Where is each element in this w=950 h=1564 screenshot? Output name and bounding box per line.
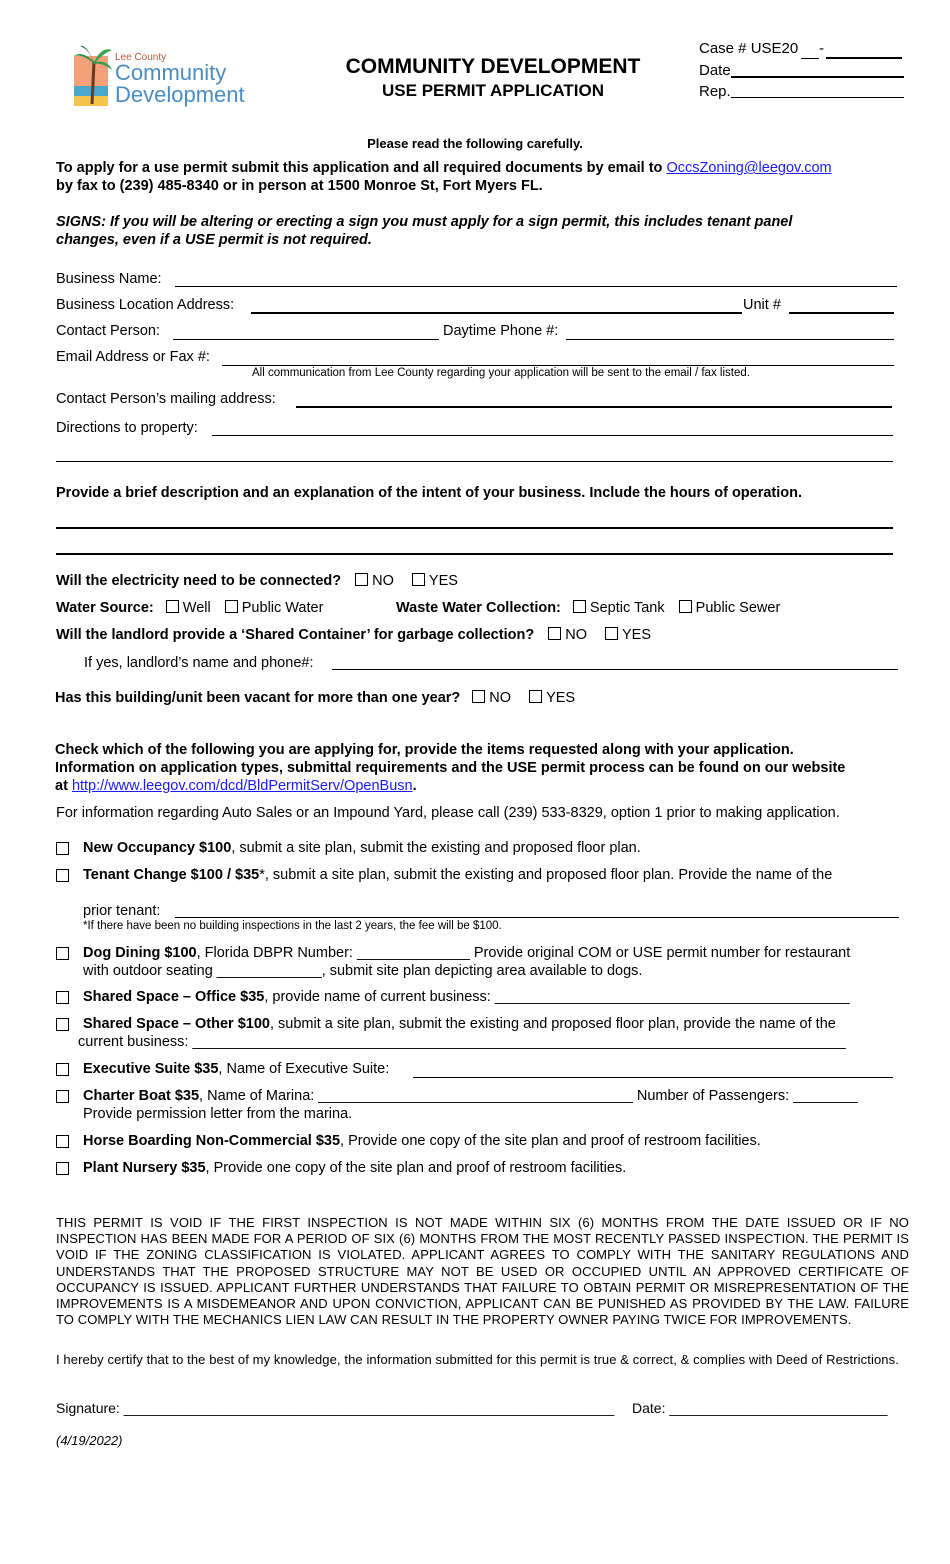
website-row bbox=[55, 778, 417, 794]
date-label: Date bbox=[699, 62, 731, 79]
signature-date-field[interactable]: Date: ____________________________ bbox=[632, 1400, 888, 1416]
electricity-yes-checkbox[interactable] bbox=[412, 573, 425, 586]
new-occupancy-title: New Occupancy $100 bbox=[83, 840, 232, 856]
electricity-row bbox=[56, 573, 458, 589]
landlord-question: Will the landlord provide a ‘Shared Container’ for garbage collection? bbox=[56, 627, 535, 643]
vacant-yes-label: YES bbox=[546, 690, 576, 706]
website-period: . bbox=[412, 778, 417, 794]
shared-office-checkbox[interactable] bbox=[56, 991, 69, 1004]
contact-person-input[interactable] bbox=[173, 339, 439, 340]
form-version: (4/19/2022) bbox=[56, 1433, 123, 1448]
check-line2: Information on application types, submittal requirements and the USE permit process can be found on our website bbox=[55, 760, 846, 776]
shared-other-option bbox=[83, 1016, 836, 1032]
certify-statement: I hereby certify that to the best of my knowledge, the information submitted for this permit is true & correct, & complies with Deed of Restrictions. bbox=[56, 1352, 899, 1367]
email-fax-label: Email Address or Fax #: bbox=[56, 349, 210, 365]
charter-boat-title: Charter Boat $35 bbox=[83, 1088, 200, 1104]
check-line1: Check which of the following you are applying for, provide the items requested along with your application. bbox=[55, 742, 794, 758]
shared-other-title: Shared Space – Other $100 bbox=[83, 1016, 270, 1032]
signs-line2: changes, even if a USE permit is not required. bbox=[56, 232, 372, 248]
exec-suite-text: , Name of Executive Suite: bbox=[218, 1061, 390, 1077]
waste-water-label: Waste Water Collection: bbox=[396, 600, 561, 616]
landlord-no-label: NO bbox=[565, 627, 587, 643]
tenant-change-title: Tenant Change $100 / $35 bbox=[83, 867, 260, 883]
prior-tenant-label: prior tenant: bbox=[83, 903, 161, 919]
palm-tree-logo-icon bbox=[72, 42, 114, 110]
plant-nursery-checkbox[interactable] bbox=[56, 1162, 69, 1175]
business-location-input[interactable] bbox=[251, 312, 742, 314]
rep-label: Rep. bbox=[699, 83, 731, 100]
signs-line1: SIGNS: If you will be altering or erecting a sign you must apply for a sign permit, this includes tenant panel bbox=[56, 214, 793, 230]
shared-other-checkbox[interactable] bbox=[56, 1018, 69, 1031]
public-sewer-checkbox[interactable] bbox=[679, 600, 692, 613]
vacant-question: Has this building/unit been vacant for more than one year? bbox=[55, 690, 461, 706]
public-water-label: Public Water bbox=[241, 600, 324, 616]
shared-other-text-2: current business: _________________________________________________________________________________ bbox=[78, 1034, 846, 1050]
water-source-label: Water Source: bbox=[56, 600, 154, 616]
charter-boat-text: , Name of Marina: _______________________________________ Number of Passengers: ________ bbox=[199, 1088, 858, 1104]
logo-small-text: Lee County bbox=[115, 52, 167, 63]
rep-line[interactable] bbox=[731, 97, 904, 98]
vacant-no-checkbox[interactable] bbox=[472, 690, 485, 703]
landlord-yes-checkbox[interactable] bbox=[605, 627, 618, 640]
plant-nursery-title: Plant Nursery $35 bbox=[83, 1160, 206, 1176]
exec-suite-input[interactable] bbox=[413, 1077, 893, 1078]
public-sewer-label: Public Sewer bbox=[695, 600, 781, 616]
case-label bbox=[699, 40, 798, 57]
apply-text bbox=[56, 160, 832, 176]
dog-dining-text: , Florida DBPR Number: ______________ Provide original COM or USE permit number for restaurant bbox=[196, 945, 851, 961]
water-row bbox=[56, 600, 323, 616]
vacant-yes-checkbox[interactable] bbox=[529, 690, 542, 703]
description-prompt: Provide a brief description and an explanation of the intent of your business. Include the hours of operation. bbox=[56, 485, 803, 501]
logo-line2: Development bbox=[115, 82, 245, 107]
case-year-line[interactable] bbox=[801, 58, 819, 59]
shared-office-title: Shared Space – Office $35 bbox=[83, 989, 265, 1005]
mailing-address-label: Contact Person’s mailing address: bbox=[56, 391, 276, 407]
charter-boat-checkbox[interactable] bbox=[56, 1090, 69, 1103]
charter-boat-option bbox=[83, 1088, 858, 1104]
landlord-info-label: If yes, landlord’s name and phone#: bbox=[84, 655, 314, 671]
page-subtitle: USE PERMIT APPLICATION bbox=[382, 81, 604, 100]
directions-input-2[interactable] bbox=[56, 461, 893, 462]
logo-line1: Community bbox=[115, 60, 227, 85]
case-prefix: Case # USE20 bbox=[699, 40, 799, 57]
electricity-no-label: NO bbox=[372, 573, 394, 589]
daytime-phone-label: Daytime Phone #: bbox=[443, 323, 559, 339]
new-occupancy-checkbox[interactable] bbox=[56, 842, 69, 855]
horse-boarding-checkbox[interactable] bbox=[56, 1135, 69, 1148]
plant-nursery-option bbox=[83, 1160, 626, 1176]
logo bbox=[72, 42, 272, 114]
website-link[interactable]: http://www.leegov.com/dcd/BldPermitServ/OpenBusn bbox=[71, 778, 413, 794]
email-note: All communication from Lee County regarding your application will be sent to the email / fax listed. bbox=[252, 367, 750, 379]
business-name-input[interactable] bbox=[175, 286, 897, 287]
apply-text-1: To apply for a use permit submit this application and all required documents by email to bbox=[56, 160, 663, 176]
horse-boarding-title: Horse Boarding Non-Commercial $35 bbox=[83, 1133, 341, 1149]
electricity-no-checkbox[interactable] bbox=[355, 573, 368, 586]
waste-row bbox=[396, 600, 780, 616]
signature-field[interactable]: Signature: _______________________________________________________________ bbox=[56, 1400, 615, 1416]
apply-text-2: by fax to (239) 485-8340 or in person at 1500 Monroe St, Fort Myers FL. bbox=[56, 178, 543, 194]
case-sep: - bbox=[819, 40, 824, 57]
daytime-phone-input[interactable] bbox=[566, 339, 894, 340]
septic-label: Septic Tank bbox=[589, 600, 665, 616]
exec-suite-title: Executive Suite $35 bbox=[83, 1061, 219, 1077]
tenant-note: *If there have been no building inspections in the last 2 years, the fee will be $100. bbox=[83, 920, 502, 932]
auto-sales-info: For information regarding Auto Sales or an Impound Yard, please call (239) 533-8329, option 1 prior to making application. bbox=[56, 805, 840, 821]
contact-person-label: Contact Person: bbox=[56, 323, 160, 339]
new-occupancy-option bbox=[83, 840, 641, 856]
landlord-info-input[interactable] bbox=[332, 669, 898, 670]
septic-checkbox[interactable] bbox=[573, 600, 586, 613]
electricity-yes-label: YES bbox=[428, 573, 458, 589]
shared-other-text: , submit a site plan, submit the existing and proposed floor plan, provide the name of the bbox=[270, 1016, 836, 1032]
business-name-label: Business Name: bbox=[56, 271, 162, 287]
at-label: at bbox=[55, 778, 68, 794]
landlord-row bbox=[56, 627, 651, 643]
void-notice: THIS PERMIT IS VOID IF THE FIRST INSPECTION IS NOT MADE WITHIN SIX (6) MONTHS FROM THE DATE ISSUED OR IF NO INSPECTION HAS BEEN MADE FOR A PERIOD OF SIX (6) MONTHS FROM THE MOST RECENTLY PASSED INSPECTION. THE PERMIT IS VOID IF THE ZONING CLASSIFICATION IS VIOLATED. APPLICANT AGREES TO COMPLY WITH THE SANITARY REGULATIONS AND UNDERSTANDS THAT THE PROPOSED STRUCTURE MAY NOT BE USED OR OCCUPIED UNTIL AN APPROVED CERTIFICATE OF OCCUPANCY IS ISSUED. APPLICANT FURTHER UNDERSTANDS THAT FAILURE TO OBTAIN PERMIT OR MISREPRESENTATION OF THE IMPROVEMENTS IS A MISDEMEANOR AND UPON CONVICTION, APPLICANT CAN BE PUNISHED AS PROVIDED BY THE LAW. FAILURE TO COMPLY WITH THE MECHANICS LIEN LAW CAN RESULT IN THE PROPERTY OWNER PAYING TWICE FOR IMPROVEMENTS. bbox=[56, 1215, 909, 1328]
horse-boarding-option bbox=[83, 1133, 761, 1149]
page-title: COMMUNITY DEVELOPMENT bbox=[345, 55, 641, 78]
date-line[interactable] bbox=[731, 76, 904, 78]
charter-boat-text-2: Provide permission letter from the marina. bbox=[83, 1106, 353, 1122]
electricity-question: Will the electricity need to be connected? bbox=[56, 573, 342, 589]
tenant-change-option bbox=[83, 867, 832, 883]
new-occupancy-text: , submit a site plan, submit the existing and proposed floor plan. bbox=[231, 840, 641, 856]
mailing-address-input[interactable] bbox=[296, 406, 892, 408]
business-location-label: Business Location Address: bbox=[56, 297, 235, 313]
email-link[interactable]: OccsZoning@leegov.com bbox=[666, 160, 832, 176]
dog-dining-text-2: with outdoor seating _____________, submit site plan depicting area available to dogs. bbox=[83, 963, 643, 979]
shared-office-text: , provide name of current business: ____________________________________________ bbox=[264, 989, 850, 1005]
tenant-change-checkbox[interactable] bbox=[56, 869, 69, 882]
public-water-checkbox[interactable] bbox=[225, 600, 238, 613]
directions-input[interactable] bbox=[212, 435, 893, 436]
read-carefully: Please read the following carefully. bbox=[367, 136, 583, 151]
description-input-2[interactable] bbox=[56, 553, 893, 555]
landlord-no-checkbox[interactable] bbox=[548, 627, 561, 640]
plant-nursery-text: , Provide one copy of the site plan and proof of restroom facilities. bbox=[205, 1160, 627, 1176]
landlord-yes-label: YES bbox=[622, 627, 652, 643]
exec-suite-checkbox[interactable] bbox=[56, 1063, 69, 1076]
well-checkbox[interactable] bbox=[166, 600, 179, 613]
well-label: Well bbox=[182, 600, 211, 616]
tenant-change-text: *, submit a site plan, submit the existing and proposed floor plan. Provide the name of the bbox=[259, 867, 833, 883]
unit-label: Unit # bbox=[743, 297, 781, 313]
vacant-row bbox=[55, 690, 575, 706]
prior-tenant-input[interactable] bbox=[175, 917, 899, 918]
exec-suite-option bbox=[83, 1061, 389, 1077]
vacant-no-label: NO bbox=[489, 690, 512, 706]
shared-office-option bbox=[83, 989, 850, 1005]
case-number-line[interactable] bbox=[826, 57, 902, 59]
description-input-1[interactable] bbox=[56, 527, 893, 529]
unit-input[interactable] bbox=[789, 312, 894, 314]
dog-dining-checkbox[interactable] bbox=[56, 947, 69, 960]
dog-dining-title: Dog Dining $100 bbox=[83, 945, 197, 961]
email-fax-input[interactable] bbox=[222, 365, 894, 366]
horse-boarding-text: , Provide one copy of the site plan and proof of restroom facilities. bbox=[340, 1133, 761, 1149]
directions-label: Directions to property: bbox=[56, 420, 198, 436]
dog-dining-option bbox=[83, 945, 850, 961]
